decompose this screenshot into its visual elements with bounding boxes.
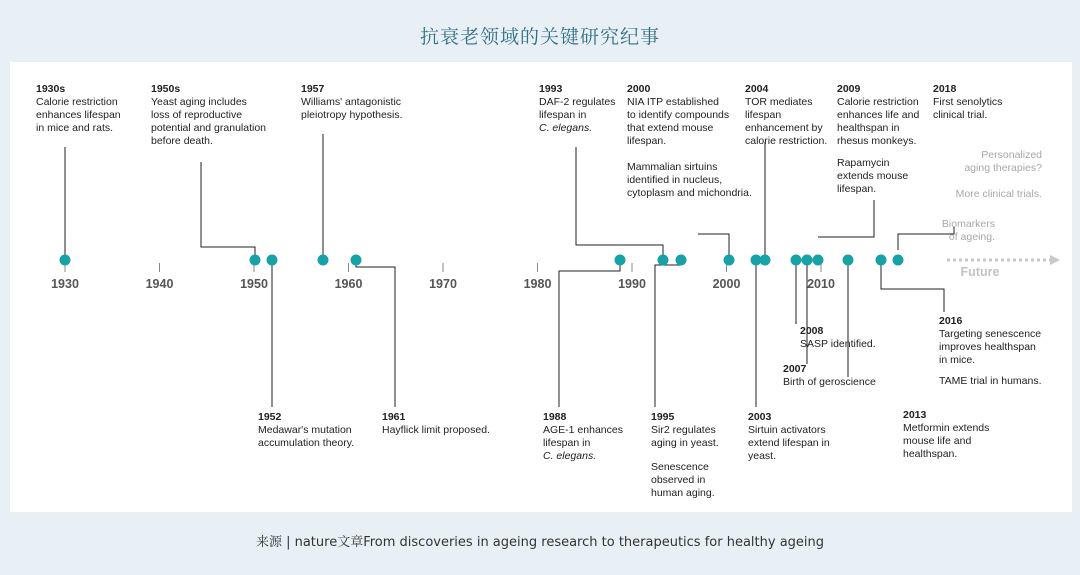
event-text-line: aging in yeast. [651,437,719,449]
event-year: 1952 [258,411,282,423]
event-text-line: accumulation theory. [258,437,355,449]
event-text-line: More clinical trials. [955,188,1042,200]
event-text-line: observed in [651,474,706,486]
event-text-line: Rapamycin [837,157,890,169]
event-2007 [783,363,876,388]
event-2018 [933,83,1002,121]
event-text-line: Personalized [981,149,1042,161]
event-text-line: Yeast aging includes [151,96,247,108]
event-text-line: healthspan in [837,122,900,134]
event-year: 1961 [382,411,406,423]
event-dot [351,255,362,266]
event-text-line: TAME trial in humans. [939,375,1042,387]
event-year: 2000 [627,83,651,95]
event-2008 [800,325,876,350]
event-year: 1950s [151,83,181,95]
event-2000b [627,161,752,199]
event-leader-line [818,200,874,237]
axis-tick-label: 1950 [240,277,268,291]
event-1952 [258,411,354,449]
event-year: 2007 [783,363,807,375]
event-text-line: mouse life and [903,435,972,447]
event-1988 [543,411,623,462]
axis-tick-label: 1980 [523,277,552,291]
event-dot [760,255,771,266]
axis-tick-label: 2000 [712,277,741,291]
event-text-line: C. elegans. [543,450,597,462]
event-leader-line [655,260,681,407]
event-text-line: Hayflick limit proposed. [382,424,490,436]
axis-tick-label: 1970 [429,277,457,291]
event-dot [615,255,626,266]
event-2009a [837,83,919,147]
event-dot [876,255,887,266]
event-text-line: in mice. [939,354,976,366]
event-text-line: Targeting senescence [939,328,1042,340]
event-dot [676,255,687,266]
future-label: Future [960,265,1000,279]
event-text-line: extend lifespan in [748,437,830,449]
page-title: 抗衰老领域的关键研究纪事 [419,26,660,48]
event-year: 2003 [748,411,772,423]
event-year: 1988 [543,411,567,423]
event-dot [791,255,802,266]
event-2013 [903,409,989,460]
event-dot [724,255,735,266]
event-text-line: TOR mediates [745,96,813,108]
event-leader-line [559,260,620,407]
event-leader-line [881,260,944,312]
event-text-line: Mammalian sirtuins [627,161,718,173]
event-text-line: before death. [151,135,213,147]
event-year: 2004 [745,83,769,95]
event-text-line: improves healthspan [939,341,1036,353]
event-year: 2018 [933,83,957,95]
event-dot [843,255,854,266]
axis-tick-label: 1930 [51,277,79,291]
event-text-line: yeast. [748,450,777,462]
event-text-line: of ageing. [948,231,995,243]
event-dot [658,255,669,266]
event-text-line: rhesus monkeys. [837,135,917,147]
event-text-line: lifespan. [627,135,667,147]
event-dot [60,255,71,266]
event-leader-line [698,234,729,260]
event-text-line: C. elegans. [539,122,593,134]
event-text-line: enhances lifespan [36,109,121,121]
event-text-line: lifespan in [539,109,587,121]
event-text-line: loss of reproductive [151,109,243,121]
event-future1 [964,149,1042,174]
event-text-line: NIA ITP established [627,96,720,108]
event-1995b [651,461,715,499]
event-text-line: SASP identified. [800,338,876,350]
event-dot [802,255,813,266]
event-text-line: calorie restriction. [745,135,828,147]
event-1930s [36,83,121,134]
event-2000a [627,83,729,147]
event-2003 [748,411,830,462]
event-text-line: Williams' antagonistic [301,96,402,108]
event-text-line: lifespan in [543,437,591,449]
event-text-line: that extend mouse [627,122,714,134]
event-year: 2013 [903,409,927,421]
event-text-line: Calorie restriction [36,96,118,108]
event-text-line: DAF-2 regulates [539,96,616,108]
event-2016a [939,315,1041,366]
event-text-line: pleiotropy hypothesis. [301,109,403,121]
event-text-line: identified in nucleus, [627,174,723,186]
event-text-line: Sir2 regulates [651,424,716,436]
event-text-line: to identify compounds [627,109,730,121]
axis-tick-label: 1960 [334,277,363,291]
event-future3 [942,218,995,243]
event-2009b [837,157,908,195]
event-text-line: clinical trial. [933,109,988,121]
event-1995a [651,411,719,449]
event-text-line: in mice and rats. [36,122,114,134]
event-year: 2016 [939,315,963,327]
event-leader-line [201,162,255,260]
event-text-line: human aging. [651,487,715,499]
event-year: 1957 [301,83,325,95]
event-1961 [382,411,490,436]
source-caption: 来源 | nature文章From discoveries in ageing research to therapeutics for healthy ageing [255,535,825,550]
event-dot [813,255,824,266]
future-arrow-icon [1050,255,1060,265]
event-text-line: lifespan [745,109,782,121]
event-text-line: Biomarkers [941,218,995,230]
event-text-line: extends mouse [837,170,909,182]
event-year: 2009 [837,83,861,95]
event-leader-line [898,227,954,250]
event-year: 2008 [800,325,824,337]
event-2016b [939,375,1042,387]
event-text-line: Calorie restriction [837,96,919,108]
event-text-line: Metformin extends [903,422,990,434]
event-text-line: Birth of geroscience [783,376,876,388]
event-dot [250,255,261,266]
event-2004 [745,83,827,147]
event-1993 [539,83,615,134]
event-dot [893,255,904,266]
event-1957 [301,83,403,121]
event-text-line: Senescence [651,461,709,473]
axis-tick-label: 1940 [145,277,174,291]
event-text-line: healthspan. [903,448,958,460]
event-text-line: potential and granulation [151,122,267,134]
event-year: 1993 [539,83,563,95]
event-dot [267,255,278,266]
event-text-line: Medawar's mutation [258,424,352,436]
axis-tick-label: 1990 [618,277,646,291]
event-1950s [151,83,266,147]
event-text-line: AGE-1 enhances [543,424,623,436]
timeline-panel [10,62,1072,512]
event-text-line: cytoplasm and michondria. [627,187,752,199]
event-year: 1930s [36,83,66,95]
event-text-line: First senolytics [933,96,1003,108]
event-text-line: aging therapies? [964,162,1042,174]
event-text-line: Sirtuin activators [748,424,826,436]
event-text-line: enhances life and [837,109,920,121]
event-year: 1995 [651,411,675,423]
axis-tick-label: 2010 [807,277,835,291]
event-future2 [956,188,1042,200]
event-dot [318,255,329,266]
event-text-line: enhancement by [745,122,823,134]
timeline-diagram [10,62,1072,512]
event-text-line: lifespan. [837,183,877,195]
